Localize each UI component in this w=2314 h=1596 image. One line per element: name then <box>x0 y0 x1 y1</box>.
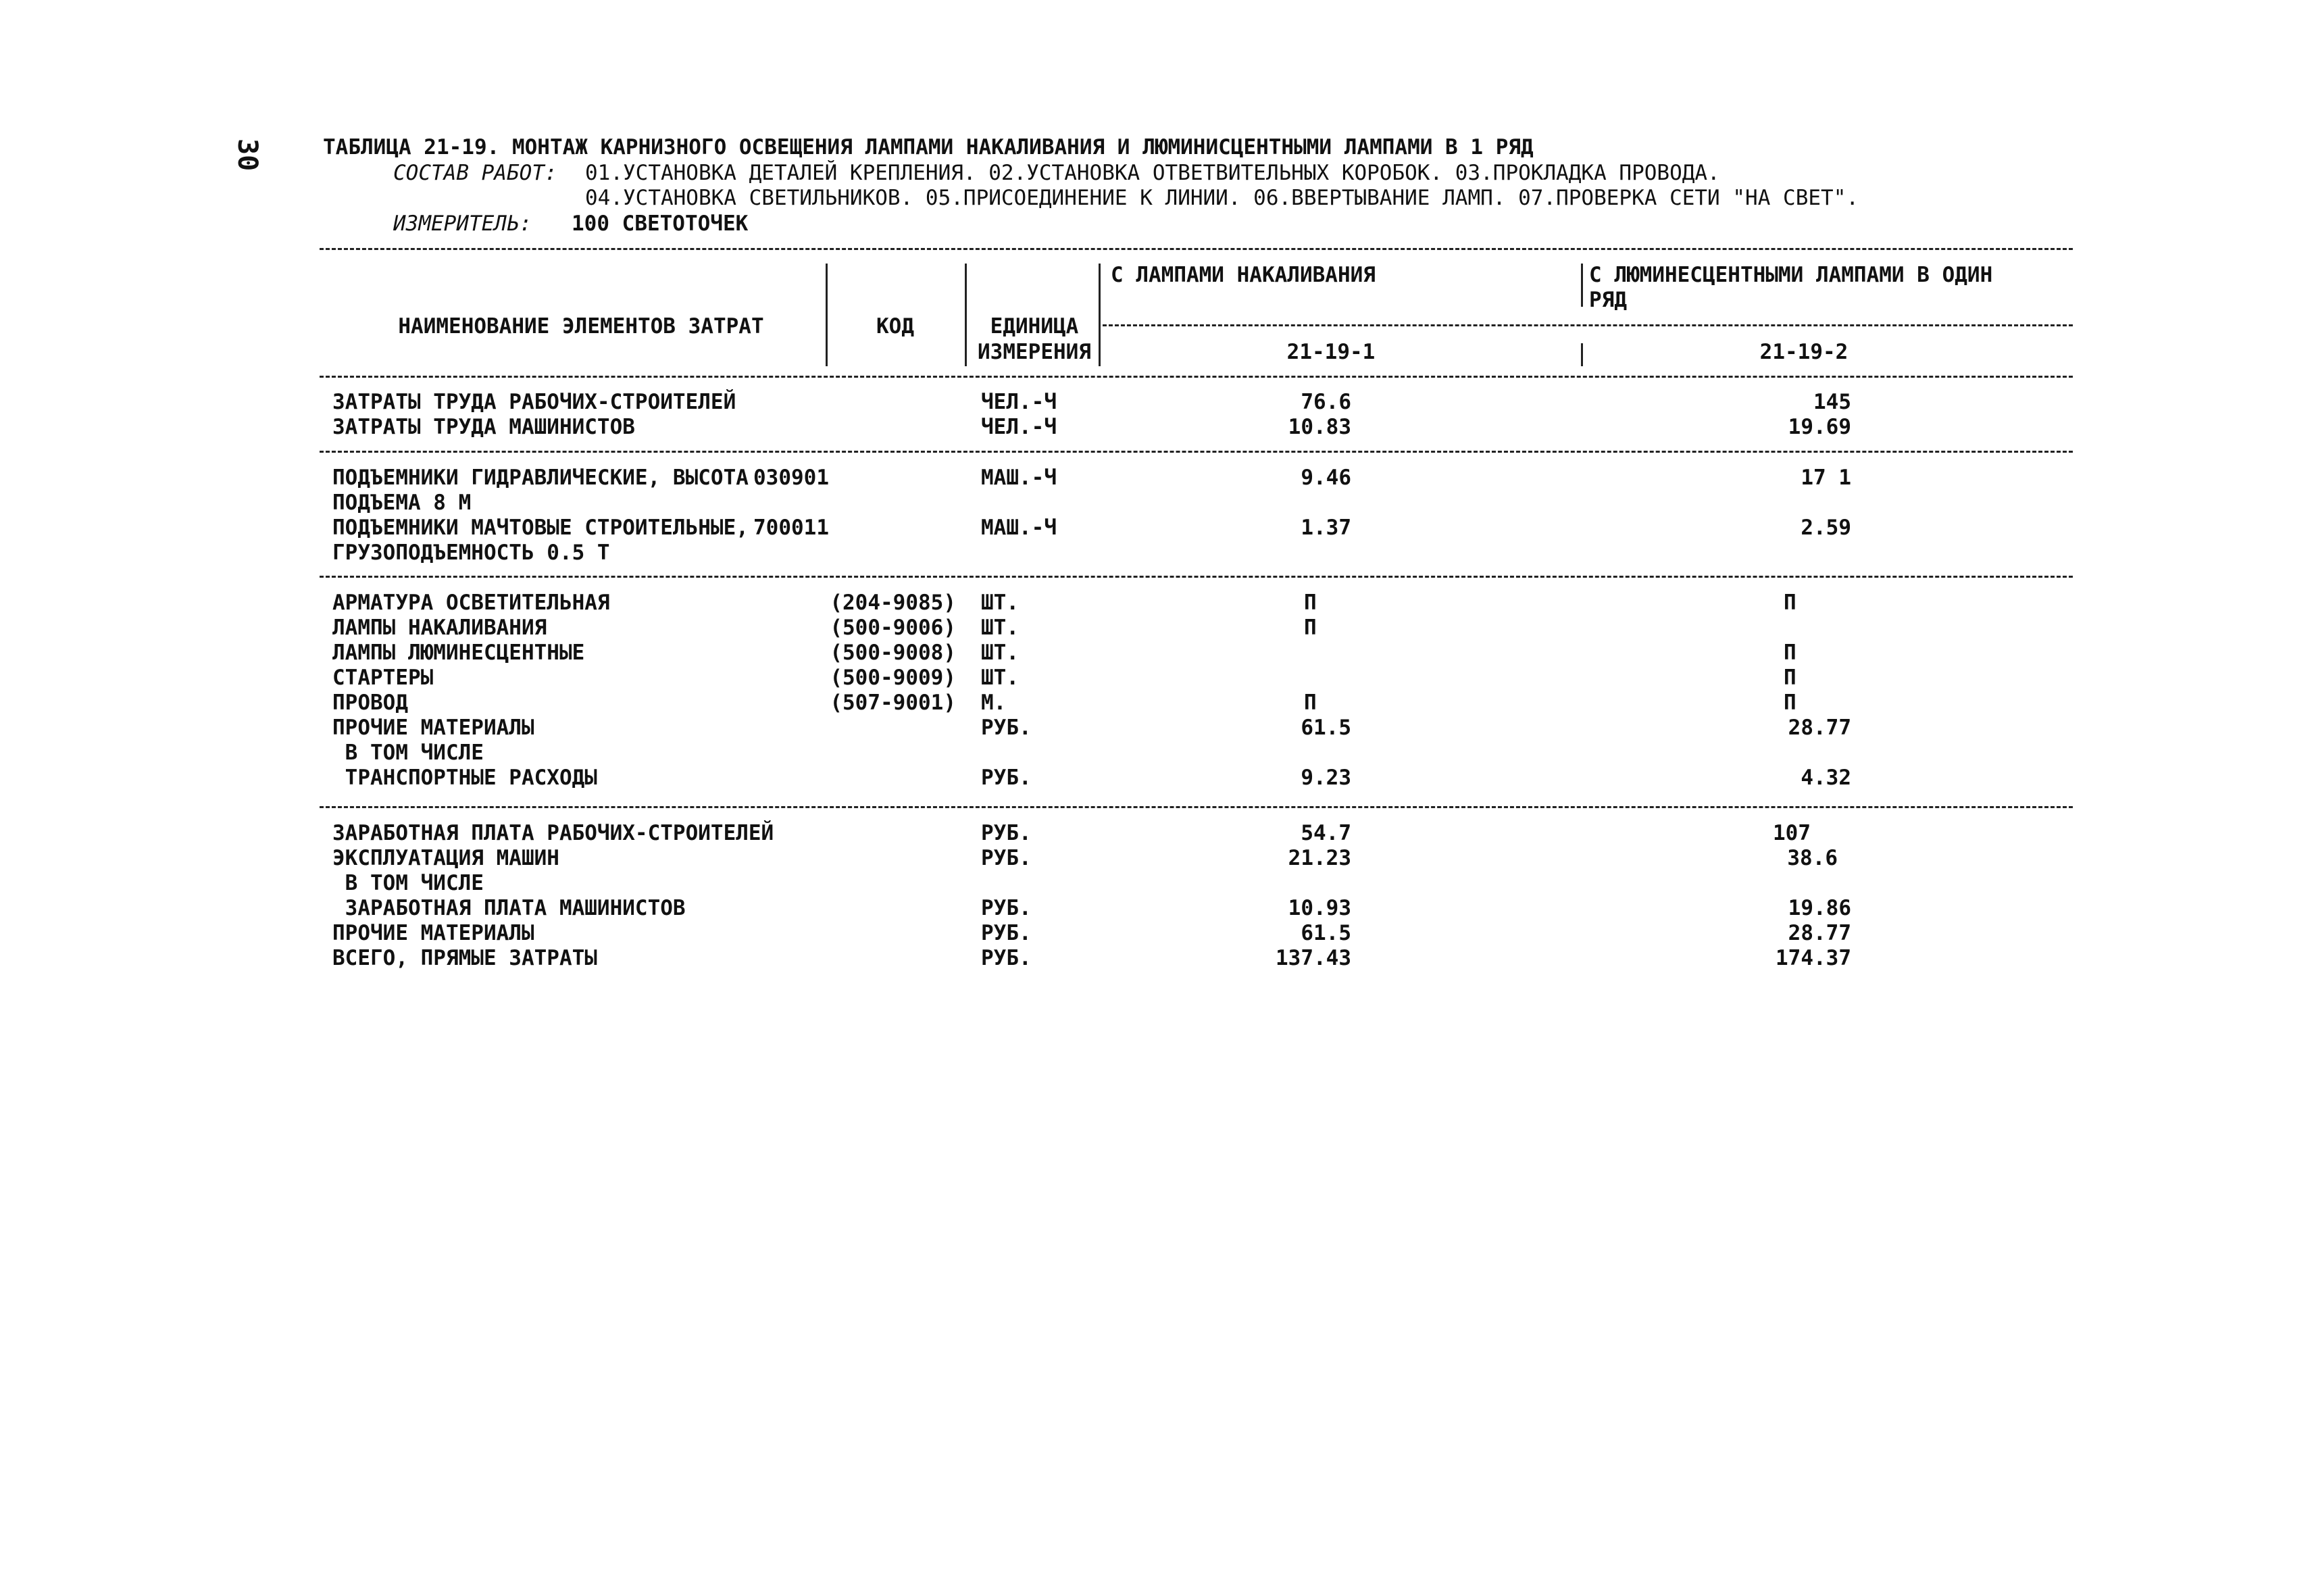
row-name: В ТОМ ЧИСЛЕ <box>332 741 484 765</box>
header-col-21-19-1: 21-19-1 <box>1286 340 1376 364</box>
row-code: (204-9085) <box>830 591 956 615</box>
header-col-21-19-2: 21-19-2 <box>1759 340 1848 364</box>
header-separator-col2 <box>1581 343 1583 366</box>
row-value-21-19-1: 76.6 <box>1301 390 1351 414</box>
row-name: ГРУЗОПОДЪЕМНОСТЬ 0.5 Т <box>332 541 610 565</box>
row-name: ТРАНСПОРТНЫЕ РАСХОДЫ <box>332 766 597 790</box>
row-name: ЭКСПЛУАТАЦИЯ МАШИН <box>332 846 559 870</box>
row-code: 030901 <box>753 466 829 490</box>
row-value-21-19-2: 4.32 <box>1801 766 1851 790</box>
row-unit: РУБ. <box>981 921 1032 945</box>
row-unit: РУБ. <box>981 821 1032 845</box>
row-value-21-19-1: 54.7 <box>1301 821 1351 845</box>
row-unit: ЧЕЛ.-Ч <box>981 390 1057 414</box>
row-name: ЛАМПЫ ЛЮМИНЕСЦЕНТНЫЕ <box>332 641 585 665</box>
section-rule-3 <box>320 806 2073 808</box>
row-unit: РУБ. <box>981 846 1032 870</box>
row-value-21-19-1: 137.43 <box>1276 946 1351 970</box>
row-unit: ШТ. <box>981 591 1019 615</box>
row-name: ЗАРАБОТНАЯ ПЛАТА РАБОЧИХ-СТРОИТЕЛЕЙ <box>332 821 774 845</box>
row-value-21-19-2: 28.77 <box>1788 921 1851 945</box>
work-composition-label: СОСТАВ РАБОТ: <box>393 161 557 185</box>
table-top-rule <box>320 248 2073 250</box>
row-value-21-19-1: 21.23 <box>1288 846 1351 870</box>
row-name: ПОДЪЕМНИКИ ГИДРАВЛИЧЕСКИЕ, ВЫСОТА <box>332 466 749 490</box>
section-rule-1 <box>320 451 2073 453</box>
row-name: В ТОМ ЧИСЛЕ <box>332 871 484 895</box>
header-name: НАИМЕНОВАНИЕ ЭЛЕМЕНТОВ ЗАТРАТ <box>398 314 764 339</box>
header-group-fluorescent-line-1: С ЛЮМИНЕСЦЕНТНЫМИ ЛАМПАМИ В ОДИН <box>1589 263 1993 287</box>
row-value-21-19-1: 1.37 <box>1301 516 1351 540</box>
header-separator-group2 <box>1581 264 1583 307</box>
header-group-rule <box>1103 324 2073 326</box>
row-code: (500-9008) <box>830 641 956 665</box>
row-value-21-19-1: П <box>1304 691 1317 715</box>
row-code: 700011 <box>753 516 829 540</box>
row-value-21-19-2: П <box>1784 691 1796 715</box>
row-code: (507-9001) <box>830 691 956 715</box>
table-title: ТАБЛИЦА 21-19. МОНТАЖ КАРНИЗНОГО ОСВЕЩЕНИЯ ЛАМПАМИ НАКАЛИВАНИЯ И ЛЮМИНИСЦЕНТНЫМИ ЛАМПАМИ В 1 РЯД <box>323 135 1534 159</box>
row-name: ПРОЧИЕ МАТЕРИАЛЫ <box>332 921 534 945</box>
row-value-21-19-1: П <box>1304 616 1317 640</box>
header-code: КОД <box>876 314 914 339</box>
row-value-21-19-2: П <box>1784 591 1796 615</box>
row-unit: ШТ. <box>981 666 1019 690</box>
row-name: СТАРТЕРЫ <box>332 666 434 690</box>
row-value-21-19-2: 17 1 <box>1801 466 1851 490</box>
row-name: ПОДЪЕМНИКИ МАЧТОВЫЕ СТРОИТЕЛЬНЫЕ, <box>332 516 749 540</box>
header-group-incandescent: С ЛАМПАМИ НАКАЛИВАНИЯ <box>1111 263 1376 287</box>
row-unit: ШТ. <box>981 641 1019 665</box>
page-number: 30 <box>232 139 263 172</box>
row-name: ПОДЪЕМА 8 М <box>332 491 472 515</box>
header-unit-line-2: ИЗМЕРЕНИЯ <box>978 340 1091 364</box>
row-code: (500-9009) <box>830 666 956 690</box>
row-value-21-19-2: П <box>1784 666 1796 690</box>
header-separator-values <box>1099 264 1101 366</box>
row-value-21-19-1: 61.5 <box>1301 716 1351 740</box>
row-unit: МАШ.-Ч <box>981 516 1057 540</box>
row-value-21-19-2: 19.69 <box>1788 415 1851 439</box>
measure-label: ИЗМЕРИТЕЛЬ: <box>393 211 532 236</box>
row-code: (500-9006) <box>830 616 956 640</box>
row-value-21-19-1: 10.83 <box>1288 415 1351 439</box>
row-value-21-19-2: 107 <box>1773 821 1811 845</box>
row-value-21-19-2: 2.59 <box>1801 516 1851 540</box>
row-name: ЗАТРАТЫ ТРУДА МАШИНИСТОВ <box>332 415 635 439</box>
row-value-21-19-2: П <box>1784 641 1796 665</box>
row-value-21-19-2: 145 <box>1813 390 1851 414</box>
row-unit: ЧЕЛ.-Ч <box>981 415 1057 439</box>
row-name: ЛАМПЫ НАКАЛИВАНИЯ <box>332 616 547 640</box>
row-unit: МАШ.-Ч <box>981 466 1057 490</box>
row-value-21-19-1: 61.5 <box>1301 921 1351 945</box>
row-value-21-19-1: 9.46 <box>1301 466 1351 490</box>
row-value-21-19-1: 10.93 <box>1288 896 1351 920</box>
row-value-21-19-2: 19.86 <box>1788 896 1851 920</box>
row-unit: ШТ. <box>981 616 1019 640</box>
row-unit: М. <box>981 691 1007 715</box>
row-name: ПРОВОД <box>332 691 408 715</box>
row-name: ВСЕГО, ПРЯМЫЕ ЗАТРАТЫ <box>332 946 597 970</box>
header-separator-unit <box>965 264 967 366</box>
row-unit: РУБ. <box>981 716 1032 740</box>
row-unit: РУБ. <box>981 946 1032 970</box>
row-value-21-19-2: 174.37 <box>1776 946 1851 970</box>
row-value-21-19-2: 28.77 <box>1788 716 1851 740</box>
header-unit-line-1: ЕДИНИЦА <box>990 314 1079 339</box>
row-value-21-19-1: П <box>1304 591 1317 615</box>
row-name: ЗАТРАТЫ ТРУДА РАБОЧИХ-СТРОИТЕЛЕЙ <box>332 390 736 414</box>
section-rule-2 <box>320 576 2073 578</box>
row-value-21-19-1: 9.23 <box>1301 766 1351 790</box>
header-group-fluorescent-line-2: РЯД <box>1589 288 1627 312</box>
header-bottom-rule <box>320 376 2073 378</box>
header-separator-code <box>826 264 828 366</box>
row-unit: РУБ. <box>981 896 1032 920</box>
row-name: ЗАРАБОТНАЯ ПЛАТА МАШИНИСТОВ <box>332 896 686 920</box>
row-name: ПРОЧИЕ МАТЕРИАЛЫ <box>332 716 534 740</box>
row-unit: РУБ. <box>981 766 1032 790</box>
measure-value: 100 СВЕТОТОЧЕК <box>572 211 749 236</box>
row-value-21-19-2: 38.6 <box>1787 846 1838 870</box>
work-composition-line-1: 01.УСТАНОВКА ДЕТАЛЕЙ КРЕПЛЕНИЯ. 02.УСТАНОВКА ОТВЕТВИТЕЛЬНЫХ КОРОБОК. 03.ПРОКЛАДКА ПРОВОДА. <box>585 161 1720 185</box>
work-composition-line-2: 04.УСТАНОВКА СВЕТИЛЬНИКОВ. 05.ПРИСОЕДИНЕНИЕ К ЛИНИИ. 06.ВВЕРТЫВАНИЕ ЛАМП. 07.ПРОВЕРКА СЕТИ "НА СВЕТ". <box>585 186 1859 210</box>
row-name: АРМАТУРА ОСВЕТИТЕЛЬНАЯ <box>332 591 610 615</box>
